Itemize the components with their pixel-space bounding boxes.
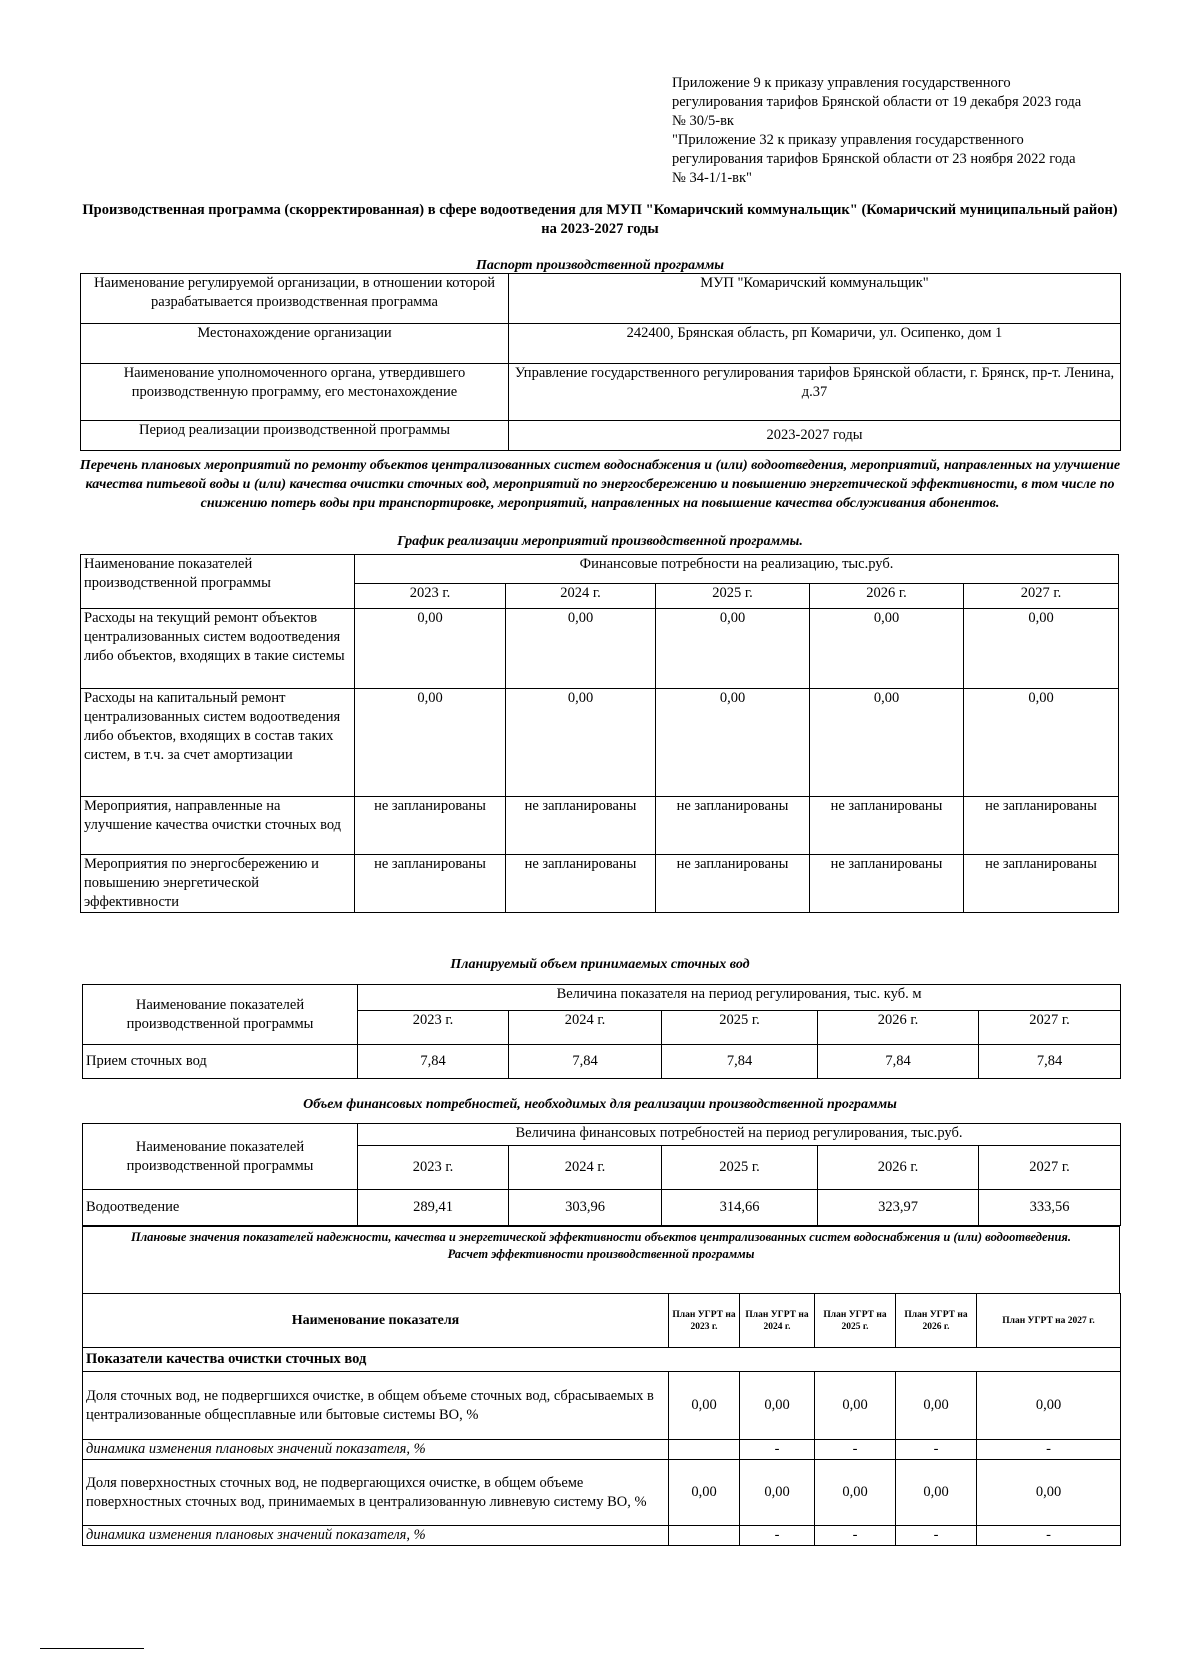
volume-col-label: Наименование показателей производственной программы: [83, 985, 358, 1045]
year-header: 2027 г.: [979, 1011, 1121, 1045]
table-row: [83, 1045, 1121, 1079]
cell-value: 0,00: [815, 1372, 896, 1440]
cell-value: 0,00: [810, 609, 964, 689]
plan-year-header: План УГРТ на 2026 г.: [896, 1294, 977, 1348]
appendix-line-2: "Приложение 32 к приказу управления государственного регулирования тарифов Брянской области от 23 ноября 2022 года № 34-1/1-вк": [672, 132, 1076, 186]
cell-value: 0,00: [506, 689, 656, 797]
year-header: 2025 г.: [656, 584, 810, 609]
table-row: [81, 609, 1119, 689]
efficiency-table: [82, 1293, 1121, 1546]
cell-value: 0,00: [815, 1460, 896, 1526]
plan-year-header: План УГРТ на 2024 г.: [740, 1294, 815, 1348]
measures-col-label: Наименование показателей производственной программы: [81, 555, 355, 609]
table-row: [81, 689, 1119, 797]
finance-table: [82, 1123, 1121, 1226]
cell-value: 0,00: [896, 1372, 977, 1440]
plan-year-header: План УГРТ на 2027 г.: [977, 1294, 1121, 1348]
cell-value: [669, 1440, 740, 1460]
cell-value: 0,00: [740, 1372, 815, 1440]
table-row: [81, 364, 1121, 421]
table-row: [81, 274, 1121, 324]
table-row: [83, 1440, 1121, 1460]
measures-table: [80, 554, 1119, 913]
year-header: 2025 г.: [662, 1146, 818, 1190]
row-label: Доля поверхностных сточных вод, не подвергающихся очистке, в общем объеме поверхностных сточных вод, принимаемых в централизованную ливневую систему ВО, %: [83, 1460, 669, 1526]
passport-label: Период реализации производственной программы: [81, 421, 509, 451]
measures-col-group: Финансовые потребности на реализацию, тыс.руб.: [355, 555, 1119, 584]
row-label: Доля сточных вод, не подвергшихся очистке, в общем объеме сточных вод, сбрасываемых в централизованные общесплавные или бытовые системы ВО, %: [83, 1372, 669, 1440]
cell-value: не запланированы: [810, 855, 964, 913]
measures-subheading: График реализации мероприятий производственной программы.: [397, 534, 803, 549]
cell-value: 0,00: [669, 1372, 740, 1440]
cell-value: 0,00: [964, 609, 1119, 689]
cell-value: 7,84: [979, 1045, 1121, 1079]
cell-value: 0,00: [977, 1372, 1121, 1440]
document-title: Производственная программа (скорректированная) в сфере водоотведения для МУП "Комаричский коммунальщик" (Комаричский муниципальный район) на 2023-2027 годы: [82, 202, 1118, 237]
year-header: 2026 г.: [818, 1146, 979, 1190]
appendix-header: [672, 74, 1092, 188]
cell-value: -: [815, 1440, 896, 1460]
plan-year-header: План УГРТ на 2023 г.: [669, 1294, 740, 1348]
cell-value: 0,00: [810, 689, 964, 797]
cell-value: 323,97: [818, 1190, 979, 1226]
appendix-line-1: Приложение 9 к приказу управления государственного регулирования тарифов Брянской области от 19 декабря 2023 года № 30/5-вк: [672, 75, 1082, 129]
volume-table: [82, 984, 1121, 1079]
passport-value: 242400, Брянская область, рп Комаричи, ул. Осипенко, дом 1: [509, 324, 1121, 364]
cell-value: 0,00: [964, 689, 1119, 797]
table-row: [81, 797, 1119, 855]
row-label: Мероприятия по энергосбережению и повышению энергетической эффективности: [81, 855, 355, 913]
table-row: [81, 855, 1119, 913]
cell-value: не запланированы: [506, 855, 656, 913]
year-header: 2024 г.: [509, 1146, 662, 1190]
cell-value: 303,96: [509, 1190, 662, 1226]
year-header: 2026 г.: [818, 1011, 979, 1045]
year-header: 2026 г.: [810, 584, 964, 609]
footnote-divider: [40, 1648, 144, 1649]
finance-col-label: Наименование показателей производственной программы: [83, 1124, 358, 1190]
row-label: Расходы на капитальный ремонт централизованных систем водоотведения либо объектов, входящих в состав таких систем, в т.ч. за счет амортизации: [81, 689, 355, 797]
passport-label: Наименование регулируемой организации, в отношении которой разрабатывается производственная программа: [81, 274, 509, 324]
row-label: динамика изменения плановых значений показателя, %: [83, 1440, 669, 1460]
cell-value: 0,00: [977, 1460, 1121, 1526]
cell-value: не запланированы: [506, 797, 656, 855]
year-header: 2027 г.: [979, 1146, 1121, 1190]
passport-value: 2023-2027 годы: [509, 421, 1121, 451]
cell-value: 0,00: [740, 1460, 815, 1526]
table-row: [83, 1460, 1121, 1526]
row-label: Прием сточных вод: [83, 1045, 358, 1079]
cell-value: не запланированы: [964, 855, 1119, 913]
cell-value: -: [896, 1526, 977, 1546]
cell-value: не запланированы: [964, 797, 1119, 855]
efficiency-heading-box: [82, 1226, 1120, 1294]
cell-value: 314,66: [662, 1190, 818, 1226]
year-header: 2023 г.: [355, 584, 506, 609]
passport-value: Управление государственного регулирования тарифов Брянской области, г. Брянск, пр-т. Ленина, д.37: [509, 364, 1121, 421]
year-header: 2024 г.: [506, 584, 656, 609]
cell-value: 0,00: [669, 1460, 740, 1526]
cell-value: 7,84: [509, 1045, 662, 1079]
efficiency-heading-2: Расчет эффективности производственной программы: [447, 1247, 755, 1261]
table-row: [83, 1526, 1121, 1546]
passport-label: Наименование уполномоченного органа, утвердившего производственную программу, его местонахождение: [81, 364, 509, 421]
finance-col-group: Величина финансовых потребностей на период регулирования, тыс.руб.: [358, 1124, 1121, 1146]
passport-heading: Паспорт производственной программы: [475, 258, 725, 273]
volume-col-group: Величина показателя на период регулирования, тыс. куб. м: [358, 985, 1121, 1011]
passport-label: Местонахождение организации: [81, 324, 509, 364]
cell-value: 289,41: [358, 1190, 509, 1226]
cell-value: не запланированы: [355, 797, 506, 855]
cell-value: 0,00: [896, 1460, 977, 1526]
cell-value: 0,00: [656, 689, 810, 797]
cell-value: 0,00: [355, 689, 506, 797]
row-label: динамика изменения плановых значений показателя, %: [83, 1526, 669, 1546]
cell-value: не запланированы: [656, 855, 810, 913]
table-row: [83, 1372, 1121, 1440]
row-label: Мероприятия, направленные на улучшение качества очистки сточных вод: [81, 797, 355, 855]
efficiency-heading-1: Плановые значения показателей надежности, качества и энергетической эффективности объектов централизованных систем водоснабжения и (или) водоотведения.: [131, 1230, 1071, 1244]
cell-value: 7,84: [818, 1045, 979, 1079]
cell-value: -: [740, 1526, 815, 1546]
passport-table: [80, 273, 1121, 451]
measures-heading: Перечень плановых мероприятий по ремонту объектов централизованных систем водоснабжения и (или) водоотведения, мероприятий, направленных на улучшение качества питьевой воды и (или) качества очистки сточных вод, мероприятий по энергосбережению и повышению энергетической эффективности, в том числе по снижению потерь воды при транспортировке, мероприятий, направленных на повышение качества обслуживания абонентов.: [79, 458, 1121, 511]
cell-value: -: [977, 1526, 1121, 1546]
cell-value: -: [896, 1440, 977, 1460]
cell-value: -: [815, 1526, 896, 1546]
cell-value: не запланированы: [355, 855, 506, 913]
table-row: [81, 324, 1121, 364]
year-header: 2023 г.: [358, 1011, 509, 1045]
passport-value: МУП "Комаричский коммунальщик": [509, 274, 1121, 324]
cell-value: [669, 1526, 740, 1546]
finance-heading: Объем финансовых потребностей, необходимых для реализации производственной программы: [303, 1097, 897, 1112]
cell-value: не запланированы: [810, 797, 964, 855]
cell-value: 333,56: [979, 1190, 1121, 1226]
efficiency-col-label: Наименование показателя: [83, 1294, 669, 1348]
year-header: 2024 г.: [509, 1011, 662, 1045]
table-row: [83, 1190, 1121, 1226]
cell-value: -: [740, 1440, 815, 1460]
cell-value: 7,84: [358, 1045, 509, 1079]
cell-value: 0,00: [506, 609, 656, 689]
efficiency-section: Показатели качества очистки сточных вод: [83, 1348, 1121, 1372]
year-header: 2027 г.: [964, 584, 1119, 609]
volume-heading: Планируемый объем принимаемых сточных вод: [450, 957, 750, 972]
table-row: [81, 421, 1121, 451]
plan-year-header: План УГРТ на 2025 г.: [815, 1294, 896, 1348]
cell-value: не запланированы: [656, 797, 810, 855]
cell-value: 0,00: [656, 609, 810, 689]
cell-value: -: [977, 1440, 1121, 1460]
row-label: Расходы на текущий ремонт объектов централизованных систем водоотведения либо объектов, входящих в такие системы: [81, 609, 355, 689]
cell-value: 7,84: [662, 1045, 818, 1079]
year-header: 2025 г.: [662, 1011, 818, 1045]
year-header: 2023 г.: [358, 1146, 509, 1190]
row-label: Водоотведение: [83, 1190, 358, 1226]
cell-value: 0,00: [355, 609, 506, 689]
